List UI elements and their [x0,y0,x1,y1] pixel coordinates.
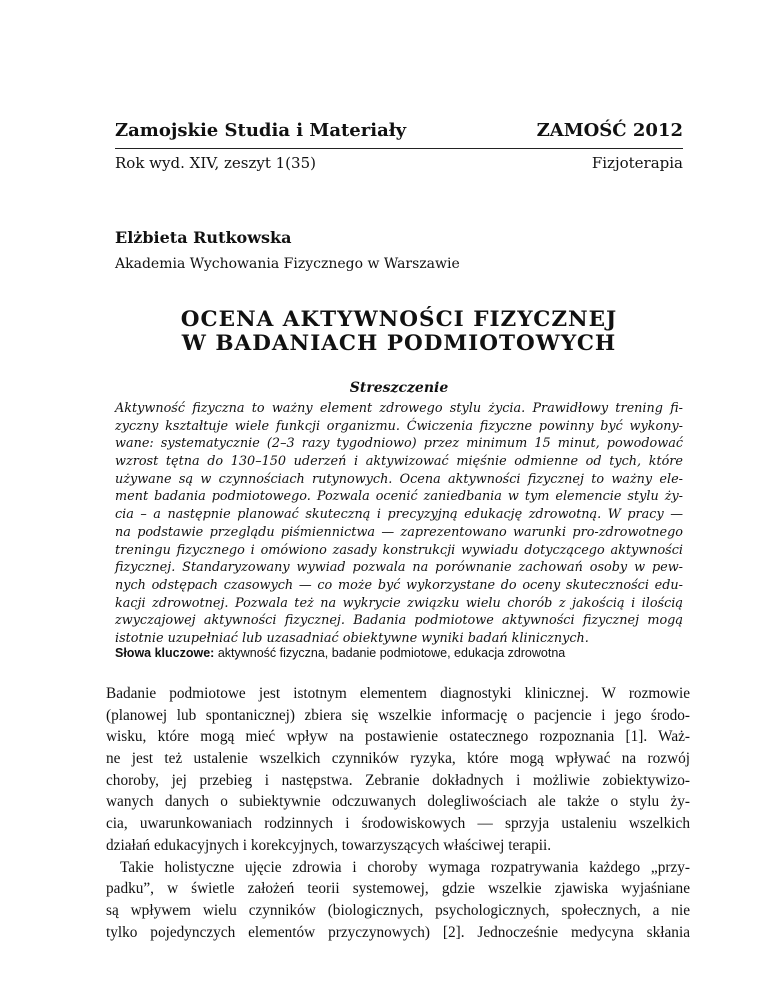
author-affiliation: Akademia Wychowania Fizycznego w Warszawie [115,256,460,272]
body-line: cia, uwarunkowaniach rodzinnych i środowiskowych — sprzyja ustaleniu wszelkich [106,815,690,833]
body-line: Takie holistyczne ujęcie zdrowia i choroby wymaga rozpatrywania każdego „przy- [120,858,690,876]
keywords-text: aktywność fizyczna, badanie podmiotowe, edukacja zdrowotna [214,646,566,660]
keywords-label: Słowa kluczowe: [115,646,215,660]
body-text [106,683,690,943]
abstract-line: nych odstępach czasowych — co może być wykorzystane do oceny skuteczności edu- [115,577,683,593]
abstract-line: zwyczajowej aktywności fizycznej. Badania podmiotowe aktywności fizycznej mogą [115,613,683,629]
body-line: choroby, jej przebieg i następstwa. Zebranie dokładnych i możliwie zobiektywizo- [106,771,690,789]
abstract-line: wane: systematycznie (2–3 razy tygodniowo) przez minimum 15 minut, powodować [115,436,683,452]
abstract-line: kacji zdrowotnej. Pozwala też na wykrycie związku wielu chorób z jakością i ilością [115,595,683,611]
body-line: wisku, które mogą mieć wpływ na postawienie ostatecznego rozpoznania [1]. Waż- [106,728,690,746]
journal-section: Fizjoterapia [591,154,683,172]
abstract-line: cia – a następnie planować skuteczną i precyzyjną edukację zdrowotną. W pracy — [115,507,683,523]
author-name: Elżbieta Rutkowska [115,228,292,247]
abstract-line: Aktywność fizyczna to ważny element zdrowego stylu życia. Prawidłowy trening fi- [115,401,683,416]
abstract-line: na podstawie przeglądu piśmiennictwa — zaprezentowano warunki pro-zdrowotnego [115,524,683,540]
body-line: są wpływem wielu czynników (biologicznych, psychologicznych, społecznych, a nie [106,901,690,919]
header-rule [115,148,683,149]
body-line: Badanie podmiotowe jest istotnym elementem diagnostyki klinicznej. W rozmowie [106,685,690,702]
body-line: wanych danych o subiektywnie odczuwanych dolegliwościach ale także o stylu ży- [106,793,690,811]
abstract-heading: Streszczenie [349,380,449,396]
abstract-line: wzrost tętna do 130–150 uderzeń i aktywizować mięśnie odmienne od tych, które [115,454,683,470]
body-line: tylko pojedynczych elementów przyczynowych) [2]. Jednocześnie medycyna skłania [106,923,690,941]
body-line: padku”, w świetle założeń teorii systemowej, gdzie wszelkie zjawiska wyjaśniane [106,880,690,898]
journal-name: Zamojskie Studia i Materiały [115,120,407,141]
body-line: działań edukacyjnych i korekcyjnych, towarzyszących właściwej terapii. [106,836,552,854]
keywords [115,646,565,660]
title-line: OCENA AKTYWNOŚCI FIZYCZNEJ [180,307,618,332]
abstract-line: używane są w czynnościach rutynowych. Ocena aktywności fizycznej to ważny ele- [115,471,683,487]
abstract-line: zyczny kształtuje wiele funkcji organizmu. Ćwiczenia fizyczne powinny być wykony- [115,418,683,434]
body-line: (planowej lub spontanicznej) zbiera się wszelkie informację o pacjencie i jego środo- [106,706,690,724]
abstract-line: ment badania podmiotowego. Pozwala ocenić zaniedbania w tym elemencie stylu ży- [115,489,683,505]
article-title [115,308,683,356]
journal-place-year: ZAMOŚĆ 2012 [536,120,683,141]
abstract-line: istotnie uzupełniać lub uzasadniać obiektywne wyniki badań klinicznych. [115,630,589,646]
abstract-line: fizycznej. Standaryzowany wywiad pozwala na porównanie zachowań osoby w pew- [115,560,683,576]
abstract-line: treningu fizycznego i omówiono zasady konstrukcji wywiadu dotyczącego aktywności [115,542,683,558]
abstract-text [115,400,683,648]
title-line: W BADANIACH PODMIOTOWYCH [181,331,617,356]
journal-issue: Rok wyd. XIV, zeszyt 1(35) [115,154,316,172]
journal-header [115,120,683,172]
body-line: ne jest też ustalenie wszelkich czynników ryzyka, które mogą wpływać na rozwój [106,750,690,768]
